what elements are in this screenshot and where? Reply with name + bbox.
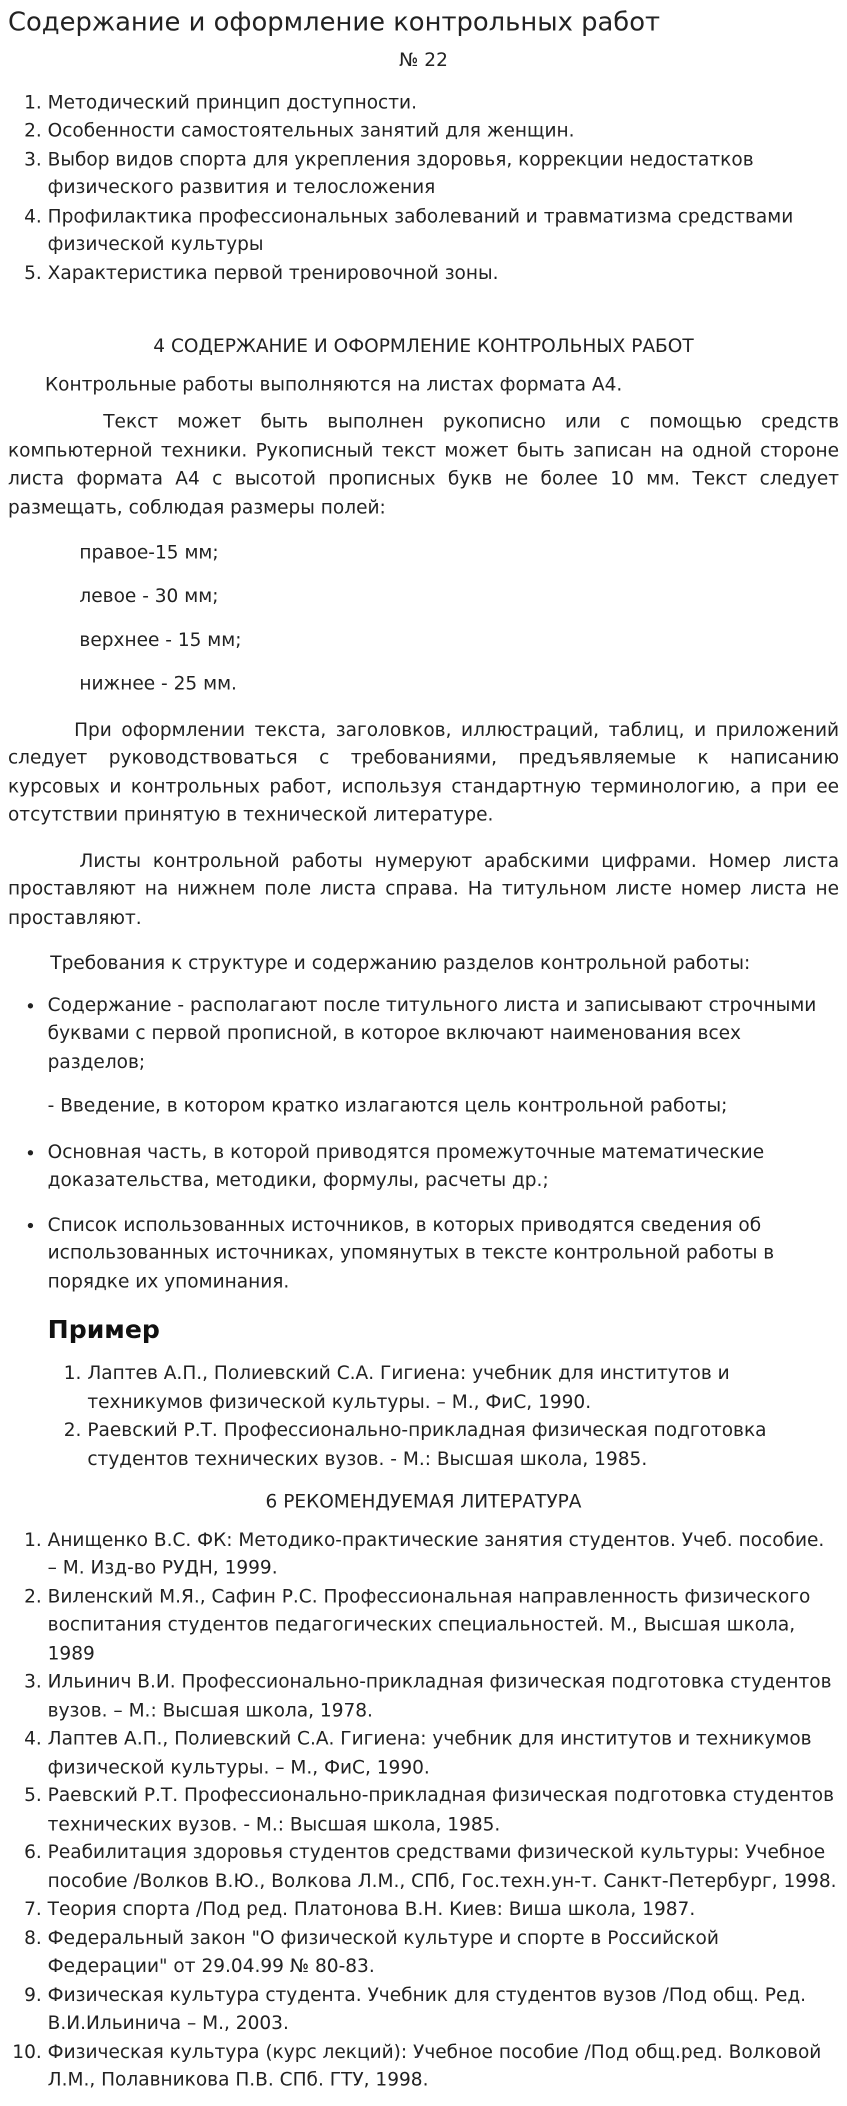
list-item: 7. Теория спорта /Под ред. Платонова В.Н. Киев: Виша школа, 1987. [48, 1896, 839, 1924]
section-heading: 6 РЕКОМЕНДУЕМАЯ ЛИТЕРАТУРА [265, 1491, 582, 1513]
list-item: 2. Раевский Р.Т. Профессионально-прикладная физическая подготовка студентов технических вузов. - М.: Высшая школа, 1985. [87, 1417, 839, 1474]
questions-list [8, 89, 839, 288]
list-item: 2. Особенности самостоятельных занятий для женщин. [48, 118, 839, 146]
margin-item: правое-15 мм; [79, 542, 219, 564]
paragraph: Контрольные работы выполняются на листах формата А4. [44, 373, 623, 396]
page-title: Содержание и оформление контрольных работ [7, 6, 661, 38]
list-item: 6. Реабилитация здоровья студентов средствами физической культуры: Учебное пособие /Волков В.Ю., Волкова Л.М., СПб, Гос.техн.ун-т. Санкт-Петербург, 1998. [48, 1840, 839, 1897]
literature-list [8, 1527, 839, 2096]
margin-item: нижнее - 25 мм. [79, 673, 237, 695]
example-list [8, 1360, 839, 1474]
list-item: 8. Федеральный закон "О физической культуре и спорте в Российской Федерации" от 29.04.99 № 80-83. [48, 1925, 839, 1982]
example-heading: Пример [47, 1315, 160, 1345]
margins-list [79, 540, 839, 699]
paragraph: Требования к структуре и содержанию разделов контрольной работы: [50, 952, 751, 975]
list-item: 3. Ильинич В.И. Профессионально-прикладная физическая подготовка студентов вузов. – М.: Высшая школа, 1978. [48, 1669, 839, 1726]
paragraph: При оформлении текста, заголовков, иллюстраций, таблиц, и приложений следует руководствоваться с требованиями, предъявляемые к написанию курсовых и контрольных работ, используя стандартную терминологию, а при ее отсутствии принятую в технической литературе. [7, 719, 840, 826]
sub-item: - Введение, в котором кратко излагаются цель контрольной работы; [47, 1095, 728, 1117]
list-item: 2. Виленский М.Я., Сафин Р.С. Профессиональная направленность физического воспитания студентов педагогических специальностей. М., Высшая школа, 1989 [48, 1583, 839, 1668]
list-item: 5. Характеристика первой тренировочной зоны. [48, 260, 839, 288]
list-item: • Список использованных источников, в которых приводятся сведения об использованных источниках, упомянутых в тексте контрольной работы в порядке их упоминания. [48, 1212, 839, 1297]
list-item: 4. Профилактика профессиональных заболеваний и травматизма средствами физической культуры [48, 203, 839, 260]
margin-item: верхнее - 15 мм; [79, 629, 242, 652]
requirements-list [8, 992, 839, 1077]
list-item: 9. Физическая культура студента. Учебник для студентов вузов /Под общ. Ред. В.И.Ильинича – М., 2003. [48, 1982, 839, 2039]
paragraph: Текст может быть выполнен рукописно или с помощью средств компьютерной техники. Рукописный текст может быть записан на одной стороне листа формата А4 с высотой прописных букв не более 10 мм. Текст следует размещать, соблюдая размеры полей: [7, 411, 840, 519]
variant-number: № 22 [399, 50, 448, 72]
list-item: 4. Лаптев А.П., Полиевский С.А. Гигиена: учебник для институтов и техникумов физической культуры. – М., ФиС, 1990. [48, 1726, 839, 1783]
requirements-list [8, 1139, 839, 1297]
list-item: 5. Раевский Р.Т. Профессионально-прикладная физическая подготовка студентов технических вузов. - М.: Высшая школа, 1985. [48, 1783, 839, 1840]
list-item: • Основная часть, в которой приводятся промежуточные математические доказательства, методики, формулы, расчеты др.; [48, 1139, 839, 1196]
paragraph: Листы контрольной работы нумеруют арабскими цифрами. Номер листа проставляют на нижнем поле листа справа. На титульном листе номер листа не проставляют. [7, 850, 840, 929]
list-item: 3. Выбор видов спорта для укрепления здоровья, коррекции недостатков физического развития и телосложения [48, 146, 839, 203]
section-heading: 4 СОДЕРЖАНИЕ И ОФОРМЛЕНИЕ КОНТРОЛЬНЫХ РАБОТ [153, 336, 694, 358]
list-item: • Содержание - располагают после титульного листа и записывают строчными буквами с первой прописной, в которое включают наименования всех разделов; [48, 992, 839, 1077]
list-item: 1. Лаптев А.П., Полиевский С.А. Гигиена: учебник для институтов и техникумов физической культуры. – М., ФиС, 1990. [87, 1360, 839, 1417]
list-item: 10. Физическая культура (курс лекций): Учебное пособие /Под общ.ред. Волковой Л.М., Полавникова П.В. СПб. ГТУ, 1998. [48, 2039, 839, 2096]
list-item: 1. Методический принцип доступности. [48, 89, 839, 117]
margin-item: левое - 30 мм; [79, 586, 219, 608]
list-item: 1. Анищенко В.С. ФК: Методико-практические занятия студентов. Учеб. пособие. – М. Изд-во РУДН, 1999. [48, 1527, 839, 1584]
